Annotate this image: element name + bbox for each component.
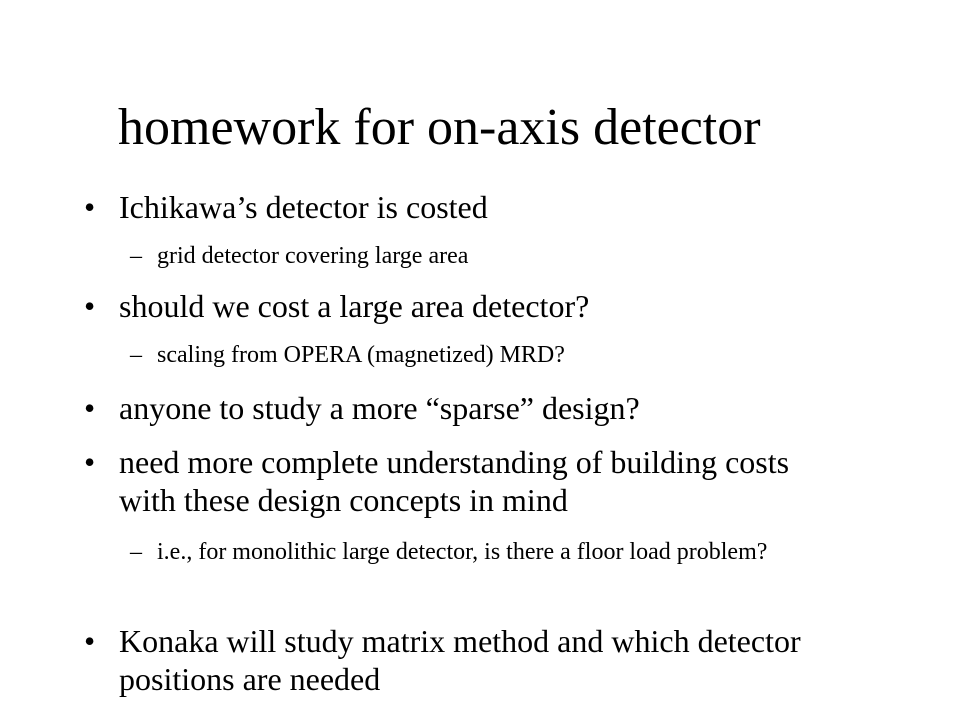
bullet-marker: •	[84, 390, 96, 426]
sub-bullet-text: i.e., for monolithic large detector, is there a floor load problem?	[157, 539, 768, 565]
bullet-text: should we cost a large area detector?	[119, 288, 590, 324]
bullet-text: anyone to study a more “sparse” design?	[119, 390, 640, 426]
bullet-sparse-design	[84, 389, 844, 427]
sub-bullet-text: scaling from OPERA (magnetized) MRD?	[157, 342, 565, 368]
sub-bullet-grid-detector	[130, 241, 850, 271]
sub-bullet-floor-load	[130, 537, 840, 567]
bullet-konaka-matrix	[84, 622, 824, 698]
bullet-marker: •	[84, 623, 96, 659]
bullet-marker: •	[84, 288, 96, 324]
bullet-ichikawa	[84, 188, 844, 226]
bullet-marker: •	[84, 189, 96, 225]
slide-title: homework for on-axis detector	[118, 99, 761, 156]
sub-bullet-opera-scaling	[130, 340, 850, 370]
bullet-cost-large-area	[84, 287, 844, 325]
bullet-text: Konaka will study matrix method and which detector positions are needed	[119, 623, 801, 697]
sub-bullet-marker: –	[130, 539, 142, 565]
sub-bullet-marker: –	[130, 342, 142, 368]
bullet-text: need more complete understanding of building costs with these design concepts in mind	[119, 444, 790, 518]
bullet-building-costs	[84, 443, 824, 519]
bullet-text: Ichikawa’s detector is costed	[119, 189, 488, 225]
sub-bullet-text: grid detector covering large area	[157, 243, 469, 269]
sub-bullet-marker: –	[130, 243, 142, 269]
bullet-marker: •	[84, 444, 96, 480]
